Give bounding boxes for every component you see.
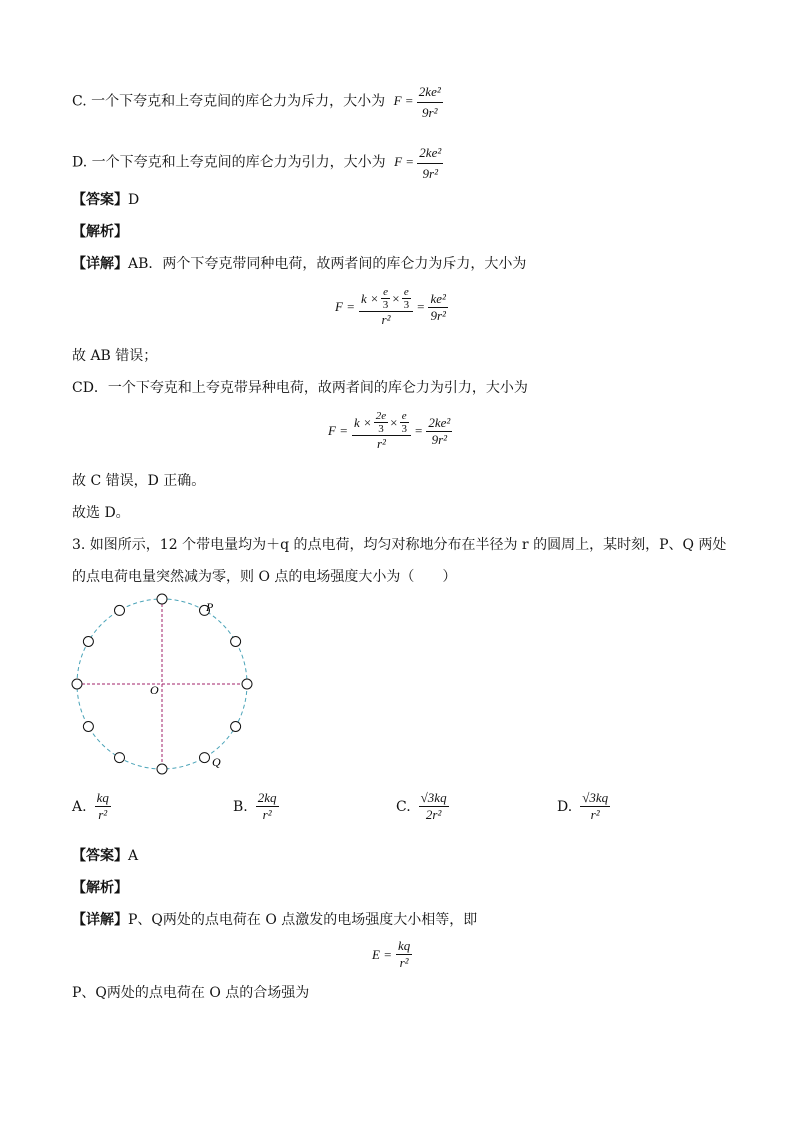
eq-big-fraction: [352, 410, 411, 452]
option-num: √3kq: [582, 790, 609, 805]
eq-sub-num: e: [402, 286, 412, 299]
label-q: Q: [212, 755, 221, 769]
eq-result: [428, 291, 447, 324]
eq-equals: =: [415, 423, 423, 438]
eq-lhs: E =: [372, 946, 392, 962]
answer-option-c[interactable]: [396, 790, 449, 823]
eq-k: k ×: [353, 414, 372, 430]
option-c-formula: [393, 84, 443, 120]
analysis-tag-2: 【解析】: [72, 880, 128, 896]
formula-lhs: F =: [394, 154, 415, 170]
eq-sub-num: 2e: [375, 410, 387, 422]
answer-1: [72, 190, 139, 210]
eq-sub-frac: [402, 286, 412, 311]
point-charge: [115, 753, 125, 763]
formula-denominator: 9r²: [422, 166, 438, 181]
formula-fraction: [417, 143, 443, 184]
point-charge: [231, 637, 241, 647]
eq-big-numerator: [352, 410, 411, 436]
point-charge: [83, 637, 93, 647]
eq-sub-den: 3: [401, 423, 407, 435]
detail-tag: 【详解】: [72, 256, 128, 272]
analysis-tag-1: 【解析】: [72, 224, 128, 240]
answer-tag: 【答案】: [72, 848, 128, 864]
answer-value: A: [128, 848, 139, 864]
formula-denominator: 9r²: [422, 105, 438, 120]
point-charge: [72, 679, 82, 689]
question-3-line-1: 3. 如图所示，12 个带电量均为＋q 的点电荷，均匀对称地分布在半径为 r 的圆周上，某时刻，P、Q 两处: [72, 537, 727, 553]
eq-sub-frac: [400, 410, 410, 435]
detail-2: [72, 910, 477, 930]
eq-big-numerator: [359, 286, 413, 312]
option-num: kq: [96, 790, 109, 805]
formula-lhs: F =: [393, 93, 414, 109]
eq-num: kq: [397, 938, 411, 953]
eq-lhs: F =: [335, 299, 355, 314]
point-charge: [242, 679, 252, 689]
label-p: P: [206, 600, 214, 614]
answer-option-a[interactable]: [72, 790, 111, 823]
point-charge: [83, 722, 93, 732]
eq-result: [426, 415, 452, 448]
formula-numerator: 2ke²: [417, 143, 443, 164]
formula-fraction: [417, 82, 443, 123]
answer-value: D: [128, 192, 140, 208]
cd-text: CD．一个下夸克和上夸克带异种电荷，故两者间的库仑力为引力，大小为: [72, 380, 528, 396]
option-c-line: [72, 82, 439, 123]
option-num: √3kq: [420, 790, 447, 805]
eq-sub-frac: [374, 410, 388, 435]
point-charge: [231, 722, 241, 732]
question-3-line-2: 的点电荷电量突然减为零，则 O 点的电场强度大小为（ ）: [72, 569, 457, 585]
option-den: r²: [98, 807, 108, 822]
answer-option-b[interactable]: [233, 790, 279, 823]
point-charge: [200, 753, 210, 763]
choose-d: 故选 D。: [72, 505, 130, 521]
option-letter: D.: [557, 798, 573, 815]
option-num: 2kq: [257, 790, 277, 805]
option-d-line: [72, 143, 442, 184]
eq-times: ×: [390, 414, 398, 430]
eq-result-num: ke²: [428, 291, 447, 308]
eq-sub-num: e: [400, 410, 410, 423]
detail-text: AB．两个下夸克带同种电荷，故两者间的库仑力为斥力，大小为: [128, 256, 527, 272]
last-line: P、Q两处的点电荷在 O 点的合场强为: [72, 985, 310, 1001]
eq-fraction: [396, 938, 412, 971]
eq-sub-num: e: [381, 286, 391, 299]
formula-numerator: 2ke²: [417, 82, 443, 103]
charge-circle-diagram: [70, 592, 260, 777]
option-letter: B.: [233, 798, 248, 815]
eq-big-denominator: r²: [377, 436, 386, 451]
eq-result-num: 2ke²: [428, 414, 451, 430]
eq-big-fraction: [359, 286, 413, 328]
c-wrong: 故 C 错误，D 正确。: [72, 473, 206, 489]
eq-times: ×: [392, 290, 400, 306]
eq-result-den: 9r²: [430, 307, 446, 323]
eq-big-denominator: r²: [381, 312, 391, 327]
point-charge: [157, 764, 167, 774]
equation-3: [372, 938, 412, 971]
eq-sub-den: 3: [403, 299, 410, 311]
option-d-text: D. 一个下夸克和上夸克间的库仑力为引力，大小为: [72, 154, 386, 171]
option-fraction: [580, 790, 610, 823]
detail-1: [72, 254, 526, 274]
option-letter: C.: [396, 798, 411, 815]
option-fraction: [419, 790, 449, 823]
label-o: O: [150, 683, 159, 697]
eq-result-den: 9r²: [431, 431, 448, 447]
detail-tag: 【详解】: [72, 912, 128, 928]
eq-sub-den: 3: [378, 423, 384, 435]
answer-2: [72, 846, 138, 866]
option-letter: A.: [72, 798, 87, 815]
point-charge: [157, 594, 167, 604]
option-den: 2r²: [425, 807, 442, 822]
ab-wrong: 故 AB 错误；: [72, 348, 158, 364]
equation-1: [335, 286, 448, 328]
answer-tag: 【答案】: [72, 192, 128, 208]
eq-lhs: F =: [328, 423, 348, 438]
option-den: r²: [262, 807, 272, 822]
eq-sub-frac: [381, 286, 391, 311]
option-c-text: C. 一个下夸克和上夸克间的库仑力为斥力，大小为: [72, 93, 386, 110]
eq-k: k ×: [360, 290, 379, 306]
point-charge: [115, 605, 125, 615]
option-fraction: [256, 790, 279, 823]
option-d-formula: [394, 145, 443, 181]
eq-equals: =: [417, 299, 425, 314]
eq-den: r²: [399, 955, 409, 970]
option-den: r²: [590, 807, 600, 822]
equation-2: [328, 410, 452, 452]
eq-sub-den: 3: [382, 299, 389, 311]
detail-text: P、Q两处的点电荷在 O 点激发的电场强度大小相等，即: [128, 912, 478, 928]
option-fraction: [95, 790, 111, 823]
answer-option-d[interactable]: [557, 790, 610, 823]
